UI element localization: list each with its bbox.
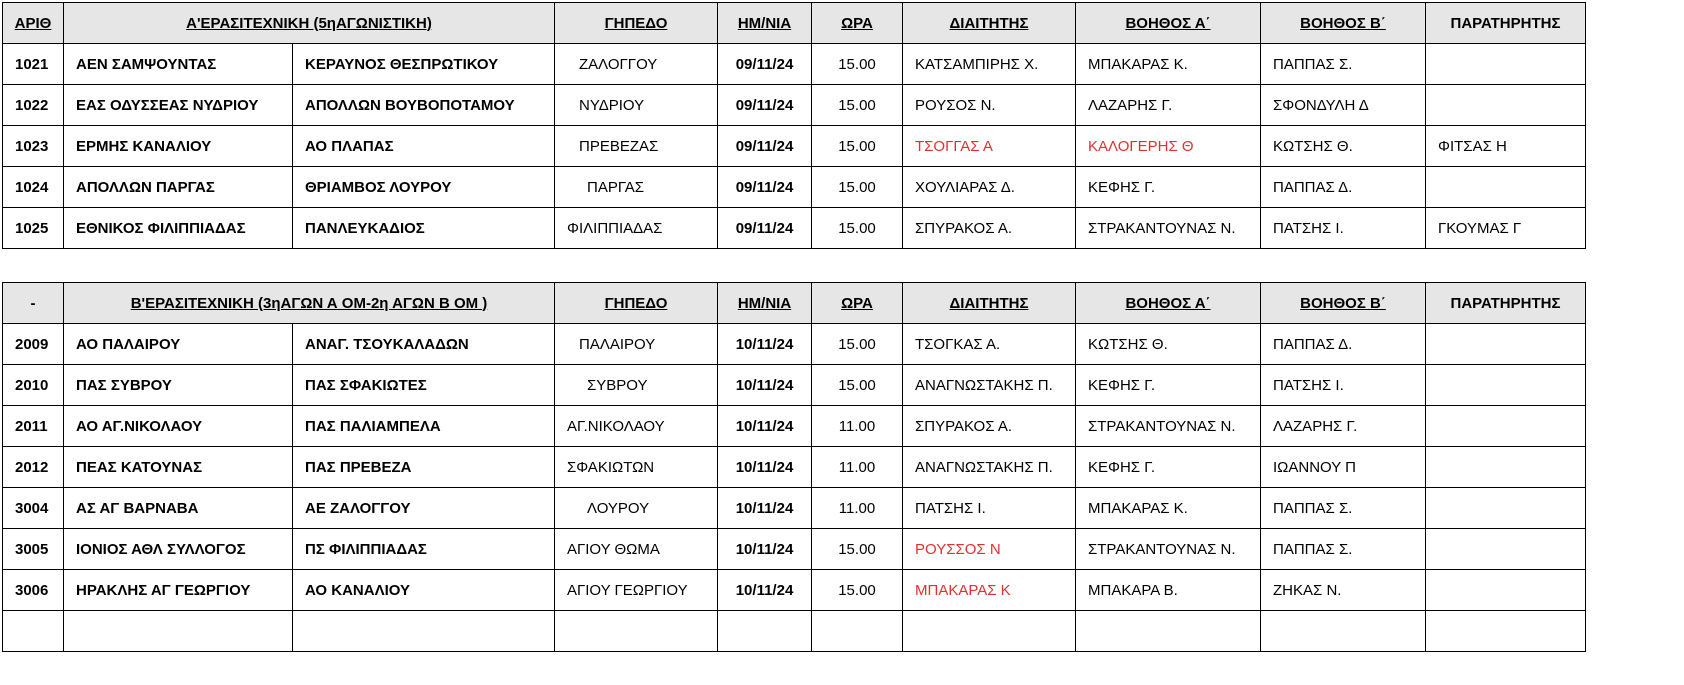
header-date: ΗΜ/ΝΙΑ [718,3,812,44]
match-number-cell [3,611,64,652]
match-number-cell: 3004 [3,488,64,529]
referee-cell: ΣΠΥΡΑΚΟΣ Α. [903,208,1076,249]
match-number-cell: 2011 [3,406,64,447]
away-team-cell [293,611,555,652]
table-row [3,44,1586,85]
header-observer: ΠΑΡΑΤΗΡΗΤΗΣ [1426,283,1586,324]
header-league-title-b: Β'ΕΡΑΣΙΤΕΧΝΙΚΗ (3ηΑΓΩΝ Α ΟΜ-2η ΑΓΩΝ Β ΟΜ ) [64,283,555,324]
date-cell: 10/11/24 [718,488,812,529]
observer-cell [1426,85,1586,126]
header-number: - [3,283,64,324]
stadium-cell: ΦΙΛΙΠΠΙΑΔΑΣ [555,208,718,249]
observer-cell [1426,406,1586,447]
home-team-cell: ΠΑΣ ΣΥΒΡΟΥ [64,365,293,406]
time-cell: 15.00 [812,324,903,365]
time-cell: 11.00 [812,406,903,447]
assistant-b-cell [1261,611,1426,652]
assistant-b-cell: ΠΑΠΠΑΣ Σ. [1261,529,1426,570]
away-team-cell: ΑΕ ΖΑΛΟΓΓΟΥ [293,488,555,529]
referee-cell: ΑΝΑΓΝΩΣΤΑΚΗΣ Π. [903,365,1076,406]
schedule-table-a [2,2,1586,249]
stadium-cell: ΑΓΙΟΥ ΘΩΜΑ [555,529,718,570]
assistant-b-cell: ΠΑΤΣΗΣ Ι. [1261,208,1426,249]
referee-cell: ΠΑΤΣΗΣ Ι. [903,488,1076,529]
time-cell: 11.00 [812,447,903,488]
observer-cell [1426,488,1586,529]
date-cell: 09/11/24 [718,126,812,167]
table-row [3,167,1586,208]
assistant-b-cell: ΠΑΠΠΑΣ Δ. [1261,167,1426,208]
time-cell: 15.00 [812,529,903,570]
table-row [3,406,1586,447]
away-team-cell: ΘΡΙΑΜΒΟΣ ΛΟΥΡΟΥ [293,167,555,208]
observer-cell [1426,529,1586,570]
assistant-a-cell [1076,611,1261,652]
assistant-b-cell: ΠΑΠΠΑΣ Σ. [1261,488,1426,529]
assistant-b-cell: ΙΩΑΝΝΟΥ Π [1261,447,1426,488]
table-header-row [3,283,1586,324]
observer-cell: ΦΙΤΣΑΣ Η [1426,126,1586,167]
time-cell: 15.00 [812,44,903,85]
table-row [3,447,1586,488]
time-cell: 15.00 [812,126,903,167]
table-row [3,85,1586,126]
away-team-cell: ΠΑΝΛΕΥΚΑΔΙΟΣ [293,208,555,249]
header-assistant-b: ΒΟΗΘΟΣ Β΄ [1261,283,1426,324]
time-cell: 11.00 [812,488,903,529]
stadium-cell: ΑΓΙΟΥ ΓΕΩΡΓΙΟΥ [555,570,718,611]
home-team-cell: ΠΕΑΣ ΚΑΤΟΥΝΑΣ [64,447,293,488]
table-row [3,208,1586,249]
observer-cell [1426,324,1586,365]
away-team-cell: ΠΑΣ ΠΡΕΒΕΖΑ [293,447,555,488]
table-row [3,529,1586,570]
match-number-cell: 1021 [3,44,64,85]
assistant-a-cell: ΚΩΤΣΗΣ Θ. [1076,324,1261,365]
header-stadium: ΓΗΠΕΔΟ [555,3,718,44]
away-team-cell: ΑΟ ΠΛΑΠΑΣ [293,126,555,167]
header-assistant-a: ΒΟΗΘΟΣ Α΄ [1076,283,1261,324]
stadium-cell: ΠΑΡΓΑΣ [555,167,718,208]
assistant-a-cell: ΚΕΦΗΣ Γ. [1076,167,1261,208]
schedule-table-b [2,282,1586,652]
referee-cell: ΤΣΟΓΚΑΣ Α. [903,324,1076,365]
date-cell: 10/11/24 [718,324,812,365]
home-team-cell: ΑΕΝ ΣΑΜΨΟΥΝΤΑΣ [64,44,293,85]
assistant-a-cell: ΜΠΑΚΑΡΑΣ Κ. [1076,44,1261,85]
home-team-cell: ΕΡΜΗΣ ΚΑΝΑΛΙΟΥ [64,126,293,167]
header-league-title-a: Α'ΕΡΑΣΙΤΕΧΝΙΚΗ (5ηΑΓΩΝΙΣΤΙΚΗ) [64,3,555,44]
observer-cell [1426,570,1586,611]
referee-cell [903,611,1076,652]
home-team-cell: ΕΘΝΙΚΟΣ ΦΙΛΙΠΠΙΑΔΑΣ [64,208,293,249]
header-stadium: ΓΗΠΕΔΟ [555,283,718,324]
table-row [3,365,1586,406]
observer-cell [1426,447,1586,488]
date-cell [718,611,812,652]
referee-cell: ΡΟΥΣΟΣ Ν. [903,85,1076,126]
referee-cell: ΧΟΥΛΙΑΡΑΣ Δ. [903,167,1076,208]
match-number-cell: 1025 [3,208,64,249]
time-cell: 15.00 [812,570,903,611]
referee-cell: ΤΣΟΓΓΑΣ Α [903,126,1076,167]
away-team-cell: ΑΟ ΚΑΝΑΛΙΟΥ [293,570,555,611]
date-cell: 10/11/24 [718,447,812,488]
assistant-b-cell: ΠΑΠΠΑΣ Σ. [1261,44,1426,85]
table-row [3,324,1586,365]
header-date: ΗΜ/ΝΙΑ [718,283,812,324]
assistant-b-cell: ΚΩΤΣΗΣ Θ. [1261,126,1426,167]
home-team-cell: ΙΟΝΙΟΣ ΑΘΛ ΣΥΛΛΟΓΟΣ [64,529,293,570]
away-team-cell: ΠΑΣ ΠΑΛΙΑΜΠΕΛΑ [293,406,555,447]
observer-cell [1426,167,1586,208]
assistant-a-cell: ΜΠΑΚΑΡΑ Β. [1076,570,1261,611]
header-assistant-a: ΒΟΗΘΟΣ Α΄ [1076,3,1261,44]
match-number-cell: 3006 [3,570,64,611]
assistant-b-cell: ΠΑΤΣΗΣ Ι. [1261,365,1426,406]
home-team-cell: ΑΣ ΑΓ ΒΑΡΝΑΒΑ [64,488,293,529]
stadium-cell: ΝΥΔΡΙΟΥ [555,85,718,126]
stadium-cell: ΠΑΛΑΙΡΟΥ [555,324,718,365]
observer-cell [1426,44,1586,85]
stadium-cell: ΛΟΥΡΟΥ [555,488,718,529]
table-row [3,611,1586,652]
assistant-a-cell: ΜΠΑΚΑΡΑΣ Κ. [1076,488,1261,529]
date-cell: 10/11/24 [718,365,812,406]
referee-cell: ΚΑΤΣΑΜΠΙΡΗΣ Χ. [903,44,1076,85]
assistant-a-cell: ΚΕΦΗΣ Γ. [1076,365,1261,406]
match-number-cell: 3005 [3,529,64,570]
table-row [3,126,1586,167]
time-cell: 15.00 [812,208,903,249]
date-cell: 09/11/24 [718,85,812,126]
home-team-cell: ΑΟ ΑΓ.ΝΙΚΟΛΑΟΥ [64,406,293,447]
observer-cell: ΓΚΟΥΜΑΣ Γ [1426,208,1586,249]
home-team-cell: ΕΑΣ ΟΔΥΣΣΕΑΣ ΝΥΔΡΙΟΥ [64,85,293,126]
date-cell: 09/11/24 [718,167,812,208]
time-cell: 15.00 [812,85,903,126]
home-team-cell: ΗΡΑΚΛΗΣ ΑΓ ΓΕΩΡΓΙΟΥ [64,570,293,611]
date-cell: 10/11/24 [718,529,812,570]
assistant-b-cell: ΠΑΠΠΑΣ Δ. [1261,324,1426,365]
assistant-a-cell: ΚΑΛΟΓΕΡΗΣ Θ [1076,126,1261,167]
match-number-cell: 2012 [3,447,64,488]
stadium-cell: ΑΓ.ΝΙΚΟΛΑΟΥ [555,406,718,447]
time-cell: 15.00 [812,365,903,406]
home-team-cell: ΑΠΟΛΛΩΝ ΠΑΡΓΑΣ [64,167,293,208]
date-cell: 09/11/24 [718,208,812,249]
stadium-cell: ΣΦΑΚΙΩΤΩΝ [555,447,718,488]
table-row [3,570,1586,611]
away-team-cell: ΠΑΣ ΣΦΑΚΙΩΤΕΣ [293,365,555,406]
away-team-cell: ΚΕΡΑΥΝΟΣ ΘΕΣΠΡΩΤΙΚΟΥ [293,44,555,85]
away-team-cell: ΠΣ ΦΙΛΙΠΠΙΑΔΑΣ [293,529,555,570]
date-cell: 09/11/24 [718,44,812,85]
away-team-cell: ΑΝΑΓ. ΤΣΟΥΚΑΛΑΔΩΝ [293,324,555,365]
match-number-cell: 2009 [3,324,64,365]
assistant-b-cell: ΛΑΖΑΡΗΣ Γ. [1261,406,1426,447]
date-cell: 10/11/24 [718,406,812,447]
observer-cell [1426,611,1586,652]
away-team-cell: ΑΠΟΛΛΩΝ ΒΟΥΒΟΠΟΤΑΜΟΥ [293,85,555,126]
header-time: ΩΡΑ [812,283,903,324]
referee-cell: ΜΠΑΚΑΡΑΣ Κ [903,570,1076,611]
observer-cell [1426,365,1586,406]
stadium-cell: ΖΑΛΟΓΓΟΥ [555,44,718,85]
referee-cell: ΑΝΑΓΝΩΣΤΑΚΗΣ Π. [903,447,1076,488]
header-assistant-b: ΒΟΗΘΟΣ Β΄ [1261,3,1426,44]
home-team-cell: ΑΟ ΠΑΛΑΙΡΟΥ [64,324,293,365]
time-cell: 15.00 [812,167,903,208]
assistant-a-cell: ΣΤΡΑΚΑΝΤΟΥΝΑΣ Ν. [1076,208,1261,249]
header-observer: ΠΑΡΑΤΗΡΗΤΗΣ [1426,3,1586,44]
assistant-a-cell: ΛΑΖΑΡΗΣ Γ. [1076,85,1261,126]
header-referee: ΔΙΑΙΤΗΤΗΣ [903,283,1076,324]
table-row [3,488,1586,529]
table-header-row [3,3,1586,44]
match-number-cell: 1024 [3,167,64,208]
header-number: ΑΡΙΘ [3,3,64,44]
referee-cell: ΣΠΥΡΑΚΟΣ Α. [903,406,1076,447]
assistant-a-cell: ΣΤΡΑΚΑΝΤΟΥΝΑΣ Ν. [1076,529,1261,570]
referee-cell: ΡΟΥΣΣΟΣ Ν [903,529,1076,570]
match-number-cell: 1023 [3,126,64,167]
assistant-b-cell: ΖΗΚΑΣ Ν. [1261,570,1426,611]
header-referee: ΔΙΑΙΤΗΤΗΣ [903,3,1076,44]
stadium-cell [555,611,718,652]
assistant-a-cell: ΚΕΦΗΣ Γ. [1076,447,1261,488]
stadium-cell: ΠΡΕΒΕΖΑΣ [555,126,718,167]
assistant-a-cell: ΣΤΡΑΚΑΝΤΟΥΝΑΣ Ν. [1076,406,1261,447]
time-cell [812,611,903,652]
header-time: ΩΡΑ [812,3,903,44]
match-number-cell: 2010 [3,365,64,406]
stadium-cell: ΣΥΒΡΟΥ [555,365,718,406]
home-team-cell [64,611,293,652]
date-cell: 10/11/24 [718,570,812,611]
match-number-cell: 1022 [3,85,64,126]
assistant-b-cell: ΣΦΟΝΔΥΛΗ Δ [1261,85,1426,126]
